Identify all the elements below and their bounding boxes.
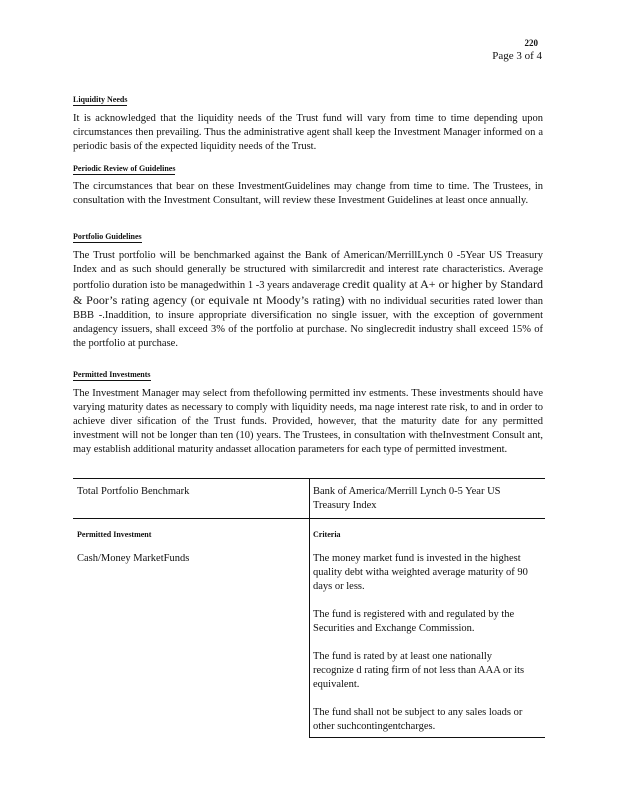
table-subheader-permitted-investment: Permitted Investment: [77, 530, 152, 539]
criteria-item: The money market fund is invested in the highest quality debt witha weighted average maturity of 90 days or less.: [313, 553, 528, 592]
table-rule-middle: [73, 518, 545, 519]
paragraph-portfolio-guidelines: [73, 249, 543, 351]
criteria-item: The fund shall not be subject to any sales loads or other suchcontingentcharges.: [313, 707, 523, 732]
section-title-portfolio-guidelines: Portfolio Guidelines: [73, 232, 142, 241]
table-row-cash-money-market: Cash/Money MarketFunds: [77, 553, 190, 564]
page-number: 220: [524, 38, 538, 48]
paragraph-permitted-investments: The Investment Manager may select from thefollowing permitted inv estments. These investments should have varying maturity dates as necessary to comply with liquidity needs, ma nage interest rate risk, to and in order to achieve diver sification of the Trust funds. Provided, however, that the maturity date for any permitted investment will not be longer than ten (10) years. The Trustees, in consultation with theInvestment Consult ant, may establish additional maturity andasset allocation parameters for each type of permitted investment.: [73, 388, 543, 455]
table-rule-bottom: [309, 737, 545, 738]
section-title-periodic-review: Periodic Review of Guidelines: [73, 164, 176, 173]
page-indicator: Page 3 of 4: [492, 50, 542, 62]
table-header-benchmark-label: Total Portfolio Benchmark: [77, 486, 190, 497]
section-title-permitted-investments: Permitted Investments: [73, 370, 151, 379]
portfolio-text-after: with no individual securities rated lower than BBB -.Inaddition, to insure appropriate diversification no single issuer, with the exception of government andagency issuers, shall exceed 3% of the portfolio at purchase. No singlecredit industry shall exceed 15% of the portfolio at purchase.: [73, 296, 543, 349]
portfolio-credit-quality-text: credit quality at A+ or higher by Standard & Poor’s rating agency (or equivale nt Moody’s rating): [73, 277, 544, 307]
criteria-item: The fund is registered with and regulated by the Securities and Exchange Commission.: [313, 609, 515, 634]
table-rule-vertical: [309, 478, 310, 738]
table-header-benchmark-value: Bank of America/Merrill Lynch 0-5 Year US Treasury Index: [313, 486, 501, 511]
criteria-item: The fund is rated by at least one nationally recognize d rating firm of not less than AAA or its equivalent.: [313, 651, 525, 690]
portfolio-text-before: The Trust portfolio will be benchmarked against the Bank of American/MerrillLynch 0 -5Year US Treasury Index and as such should generally be structured with similarcredit and interest rate characteristics. Average portfolio duration isto be managedwithin 1 -3 years andaverage: [73, 250, 543, 291]
section-title-liquidity-needs: Liquidity Needs: [73, 95, 128, 104]
table-subheader-criteria: Criteria: [313, 530, 341, 539]
permitted-investments-table: [73, 478, 545, 738]
paragraph-periodic-review: The circumstances that bear on these InvestmentGuidelines may change from time to time. The Trustees, in consultation with the Investment Consultant, will review these Investment Guidelines at least once annually.: [73, 181, 543, 206]
paragraph-liquidity-needs: It is acknowledged that the liquidity needs of the Trust fund will vary from time to time depending upon circumstances then prevailing. Thus the administrative agent shall keep the Investment Manager informed on a periodic basis of the expected liquidity needs of the Trust.: [73, 113, 543, 152]
